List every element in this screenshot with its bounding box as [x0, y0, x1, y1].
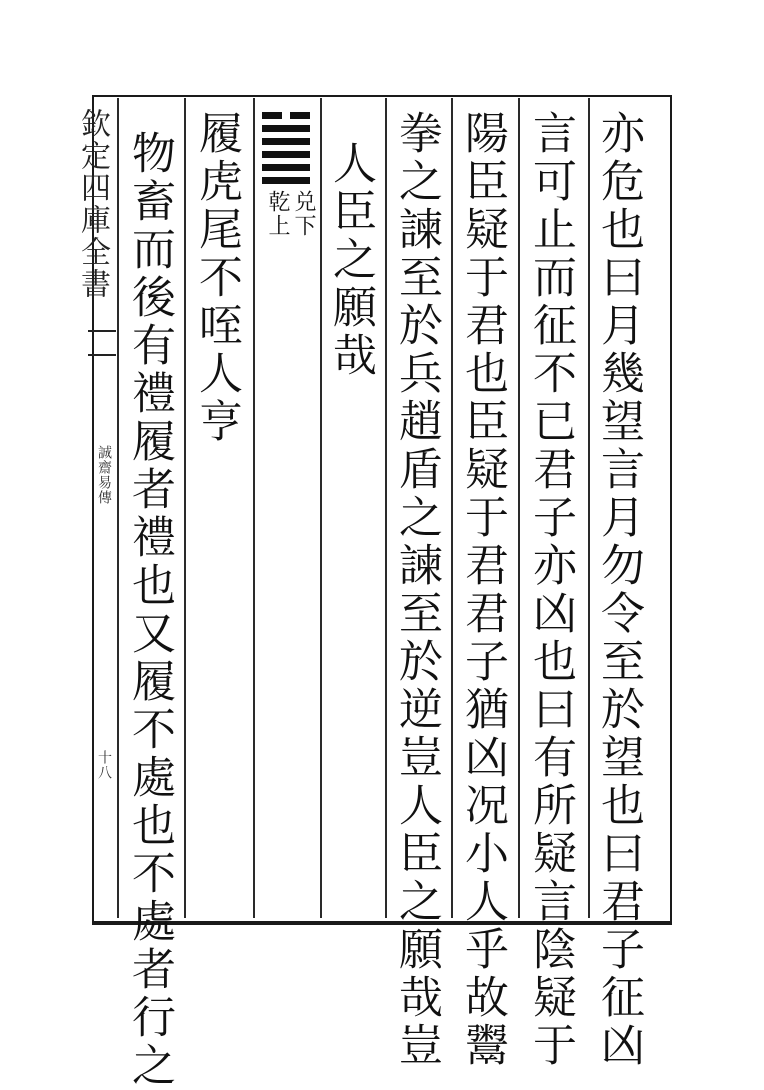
text-column-1: 亦危也曰月幾望言月勿令至於望也曰君子征凶 [593, 110, 644, 1070]
column-rule [451, 98, 453, 918]
yang-line [262, 125, 310, 132]
margin-book-title: 欽定四庫全書 [75, 108, 110, 300]
yang-line [262, 151, 310, 158]
column-rule [385, 98, 387, 918]
column-rule [253, 98, 255, 918]
fishtail-mark [88, 330, 116, 356]
trigram-label-upper: 乾上 [265, 190, 290, 238]
column-rule [518, 98, 520, 918]
yang-line [262, 177, 310, 184]
frame-top-line [92, 95, 672, 97]
line-segment [262, 112, 282, 119]
trigram-label-lower: 兑下 [291, 190, 316, 238]
yin-line [262, 112, 310, 119]
frame-bottom-line [92, 921, 672, 925]
column-rule [184, 98, 186, 918]
text-column-3: 陽臣疑于君也臣疑于君君子猶凶况小人乎故鬻 [457, 110, 508, 1070]
frame-right-line [670, 95, 672, 925]
line-segment [262, 138, 310, 145]
yang-line [262, 138, 310, 145]
column-rule [320, 98, 322, 918]
margin-page-number: 十八 [96, 750, 112, 780]
column-rule [588, 98, 590, 918]
text-column-6: 履虎尾不咥人亨 [191, 110, 242, 446]
column-rule [117, 98, 119, 918]
yang-line [262, 164, 310, 171]
margin-section: 誠齋易傳 [96, 445, 112, 505]
hexagram-lu [262, 112, 310, 190]
text-column-4: 拳之諫至於兵趙盾之諫至於逆豈人臣之願哉豈 [391, 110, 442, 1070]
line-segment [262, 177, 310, 184]
line-segment [262, 151, 310, 158]
line-segment [262, 164, 310, 171]
text-column-7: 物畜而後有禮履者禮也又履不處也不處者行之 [124, 130, 175, 1090]
line-segment [262, 125, 310, 132]
text-column-2: 言可止而征不已君子亦凶也曰有所疑言陰疑于 [525, 110, 576, 1070]
line-segment [290, 112, 310, 119]
text-column-5: 人臣之願哉 [325, 140, 376, 380]
page-frame [92, 95, 672, 925]
